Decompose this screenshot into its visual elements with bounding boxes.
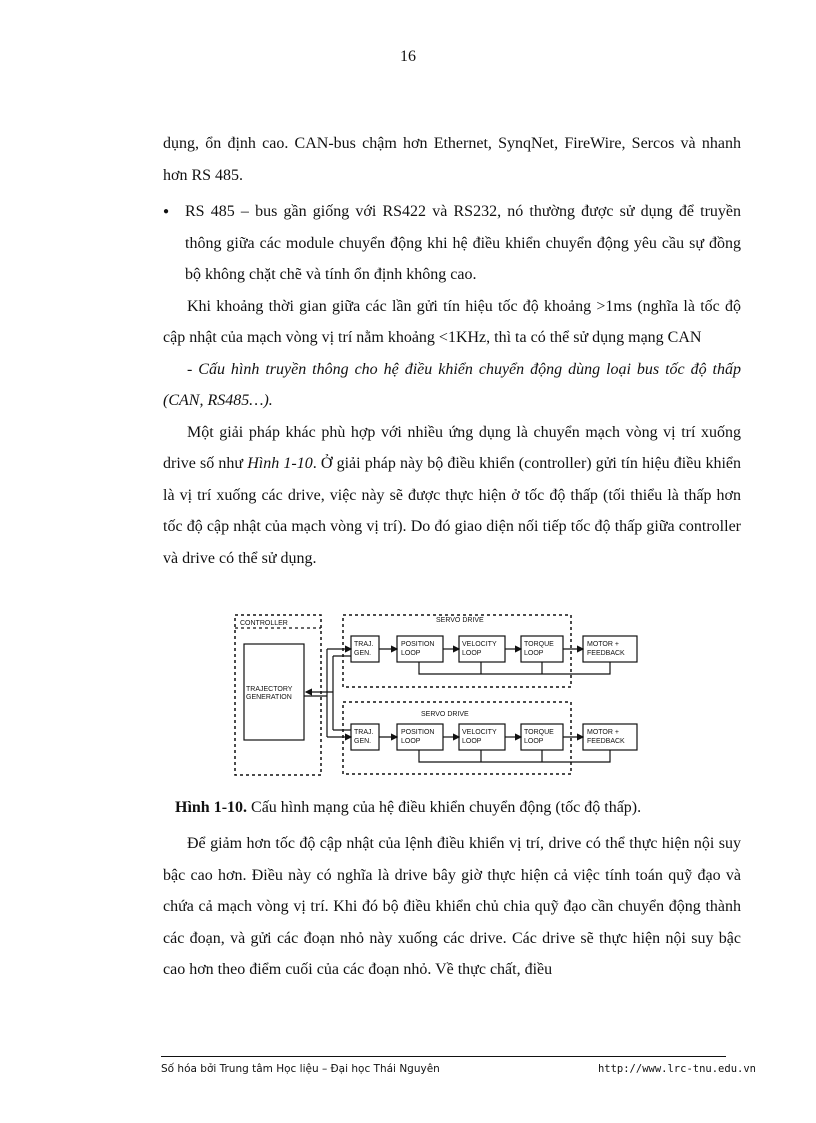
velocity-1a: VELOCITY xyxy=(462,641,497,648)
page-number: 16 xyxy=(400,48,416,65)
motor-1a: MOTOR + xyxy=(587,641,619,648)
torque-2a: TORQUE xyxy=(524,729,554,736)
trajectory-label-1: TRAJECTORY xyxy=(246,686,293,693)
traj-gen-1b: GEN. xyxy=(354,650,372,657)
traj-gen-2b: GEN. xyxy=(354,738,372,745)
velocity-2b: LOOP xyxy=(462,738,482,745)
bullet-text: RS 485 – bus gần giống với RS422 và RS232, nó thường được sử dụng để truyền thông giữa các module chuyển động khi hệ điều khiển chuyển động yêu cầu sự đồng bộ không chặt chẽ và tính ổn định không cao. xyxy=(185,203,741,283)
figure-caption xyxy=(175,798,641,818)
body-text-bottom xyxy=(163,828,741,986)
position-2a: POSITION xyxy=(401,729,435,736)
traj-gen-1a: TRAJ. xyxy=(354,641,374,648)
controller-label: CONTROLLER xyxy=(240,620,288,627)
paragraph-3: Khi khoảng thời gian giữa các lần gửi tín hiệu tốc độ khoảng >1ms (nghĩa là tốc độ cập nhật của mạch vòng vị trí nằm khoảng <1KHz, thì ta có thể sử dụng mạng CAN xyxy=(163,297,741,346)
paragraph-4: - Cấu hình truyền thông cho hệ điều khiển chuyển động dùng loại bus tốc độ thấp (CAN, RS485…). xyxy=(163,360,741,409)
caption-text: Cấu hình mạng của hệ điều khiển chuyển động (tốc độ thấp). xyxy=(247,799,642,816)
footer-url: http://www.lrc-tnu.edu.vn xyxy=(597,1063,756,1075)
motor-2a: MOTOR + xyxy=(587,729,619,736)
paragraph-5-start: Một giải pháp khác phù hợp với nhiều ứng dụng là chuyển mạch vòng vị trí xuống drive số như xyxy=(163,423,741,472)
paragraph-5-end: . Ở giải pháp này bộ điều khiển (controller) gửi tín hiệu điều khiển là vị trí xuống các drive, việc này sẽ được thực hiện ở tốc độ thấp (tối thiểu là thấp hơn tốc độ cập nhật của mạch vòng vị trí). Do đó giao diện nối tiếp tốc độ thấp giữa controller và drive có thể sử dụng. xyxy=(163,455,742,567)
servo-label-2: SERVO DRIVE xyxy=(421,711,469,718)
network-diagram xyxy=(231,612,644,778)
motor-2b: FEEDBACK xyxy=(587,738,625,745)
figure-reference: Hình 1-10 xyxy=(247,455,313,472)
paragraph-6: Để giảm hơn tốc độ cập nhật của lệnh điều khiển vị trí, drive có thể thực hiện nội suy bậc cao hơn. Điều này có nghĩa là drive bây giờ thực hiện cả việc tính toán quỹ đạo và chứa cả mạch vòng vị trí. Khi đó bộ điều khiển chủ chia quỹ đạo cần chuyển động thành các đoạn, và gửi các đoạn nhỏ này xuống các drive. Các drive sẽ thực hiện nội suy bậc cao hơn theo điểm cuối của các đoạn nhỏ. Về thực chất, điều xyxy=(163,835,741,978)
position-1b: LOOP xyxy=(401,650,421,657)
motor-1b: FEEDBACK xyxy=(587,650,625,657)
position-2b: LOOP xyxy=(401,738,421,745)
footer-source: Số hóa bởi Trung tâm Học liệu – Đại học Thái Nguyên xyxy=(161,1063,440,1075)
body-text-top xyxy=(163,128,741,574)
position-1a: POSITION xyxy=(401,641,435,648)
paragraph-5 xyxy=(163,417,741,575)
torque-1a: TORQUE xyxy=(524,641,554,648)
velocity-2a: VELOCITY xyxy=(462,729,497,736)
traj-gen-2a: TRAJ. xyxy=(354,729,374,736)
bullet-paragraph xyxy=(163,196,741,291)
torque-2b: LOOP xyxy=(524,738,544,745)
trajectory-label-2: GENERATION xyxy=(246,694,292,701)
paragraph-1: dụng, ổn định cao. CAN-bus chậm hơn Ethernet, SynqNet, FireWire, Sercos và nhanh hơn RS 485. xyxy=(163,135,741,184)
torque-1b: LOOP xyxy=(524,650,544,657)
bullet-icon: ● xyxy=(163,206,170,217)
footer-divider xyxy=(161,1056,726,1057)
velocity-1b: LOOP xyxy=(462,650,482,657)
figure-diagram xyxy=(231,612,644,778)
servo-label-1: SERVO DRIVE xyxy=(436,617,484,624)
caption-label: Hình 1-10. xyxy=(175,799,248,816)
